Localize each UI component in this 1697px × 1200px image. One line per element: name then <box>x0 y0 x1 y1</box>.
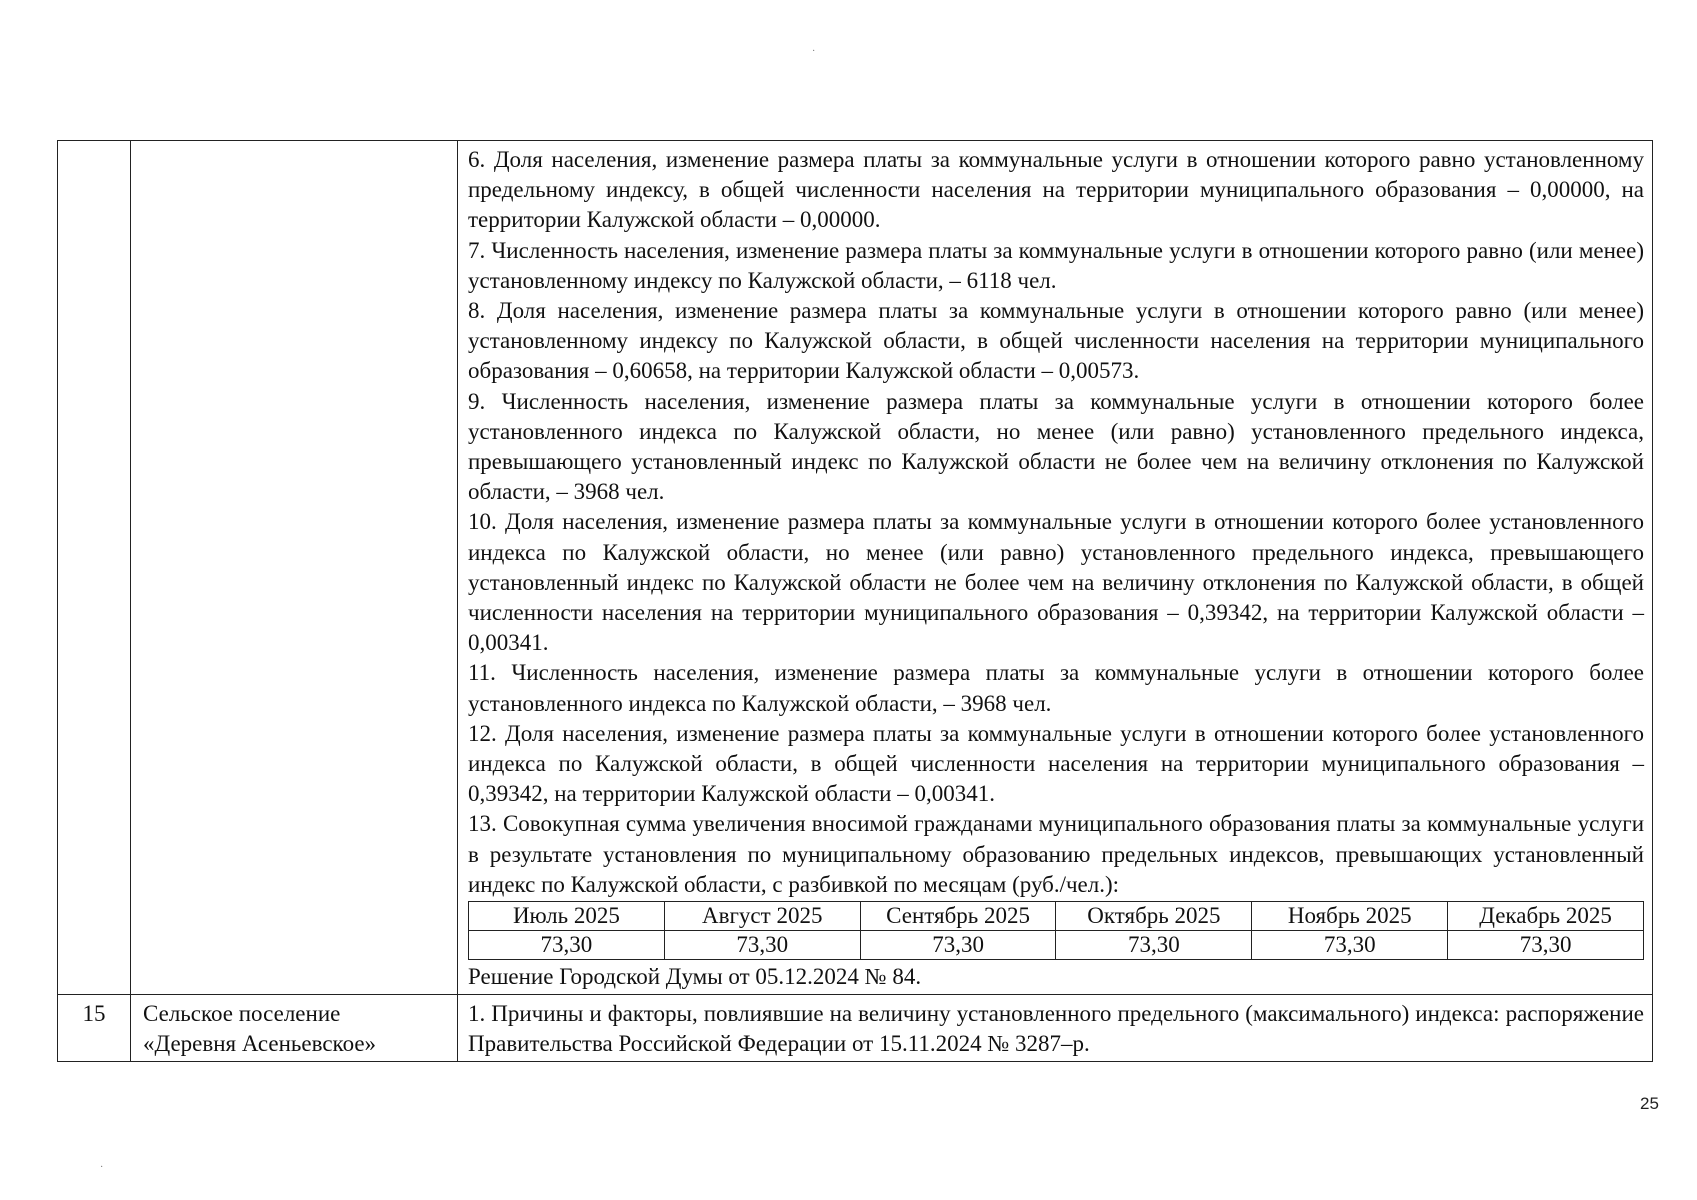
municipality-name <box>131 995 458 1062</box>
indicator-paragraph: 1. Причины и факторы, повлиявшие на величину установленного предельного (максимального) индекса: распоряжение Правительства Российской Федерации от 15.11.2024 № 3287–р. <box>468 1001 1644 1057</box>
indicator-paragraph: 10. Доля населения, изменение размера платы за коммунальные услуги в отношении которого более установленного индекса по Калужской области, но менее (или равно) установленного предельного индекса, превышающего установленный индекс по Калужской области не более чем на величину отклонения по Калужской области, в общей численности населения на территории муниципального образования – 0,39342, на территории Калужской области – 0,00341. <box>468 509 1644 656</box>
month-header-row <box>469 902 1644 931</box>
scan-speck: · <box>100 1162 104 1173</box>
month-value: 73,30 <box>1448 931 1644 960</box>
table-row-continued <box>58 141 1653 995</box>
month-header: Ноябрь 2025 <box>1252 902 1448 931</box>
row-number: 15 <box>58 995 131 1062</box>
municipal-index-table <box>57 140 1653 1062</box>
indicator-paragraph: 12. Доля населения, изменение размера платы за коммунальные услуги в отношении которого более установленного индекса по Калужской области, в общей численности населения на территории муниципального образования – 0,39342, на территории Калужской области – 0,00341. <box>468 720 1644 807</box>
table-row-15 <box>58 995 1653 1062</box>
indicator-paragraph: 6. Доля населения, изменение размера платы за коммунальные услуги в отношении которого равно установленному предельному индексу, в общей численности населения на территории муниципального образования – 0,00000, на территории Калужской области – 0,00000. <box>468 147 1644 233</box>
month-value: 73,30 <box>469 931 665 960</box>
decision-reference: Решение Городской Думы от 05.12.2024 № 84. <box>468 964 922 990</box>
municipality-name-cell-empty <box>131 141 458 995</box>
month-value: 73,30 <box>860 931 1056 960</box>
indicators-cell <box>458 995 1653 1062</box>
scan-speck: · <box>812 46 816 57</box>
month-header: Октябрь 2025 <box>1056 902 1252 931</box>
row-number-cell-empty <box>58 141 131 995</box>
month-header: Июль 2025 <box>469 902 665 931</box>
month-header: Август 2025 <box>664 902 860 931</box>
municipality-name-line: «Деревня Асеньевское» <box>143 1031 377 1057</box>
municipality-name-line: Сельское поселение <box>143 1001 341 1027</box>
indicator-paragraph: 8. Доля населения, изменение размера платы за коммунальные услуги в отношении которого равно (или менее) установленному индексу по Калужской области, в общей численности населения на территории муниципального образования – 0,60658, на территории Калужской области – 0,00573. <box>468 298 1644 384</box>
indicator-paragraph: 13. Совокупная сумма увеличения вносимой гражданами муниципального образования платы за коммунальные услуги в результате установления по муниципальному образованию предельных индексов, превышающих установленный индекс по Калужской области, с разбивкой по месяцам (руб./чел.): <box>468 811 1644 897</box>
monthly-increase-table <box>468 901 1644 960</box>
month-value-row <box>469 931 1644 960</box>
page-number: 25 <box>1640 1094 1659 1113</box>
month-value: 73,30 <box>1252 931 1448 960</box>
indicators-cell <box>458 141 1653 995</box>
indicator-paragraph: 7. Численность населения, изменение размера платы за коммунальные услуги в отношении которого равно (или менее) установленному индексу по Калужской области, – 6118 чел. <box>468 237 1644 293</box>
month-value: 73,30 <box>1056 931 1252 960</box>
month-header: Сентябрь 2025 <box>860 902 1056 931</box>
indicator-paragraph: 9. Численность населения, изменение размера платы за коммунальные услуги в отношении которого более установленного индекса по Калужской области, но менее (или равно) установленного предельного индекса, превышающего установленный индекс по Калужской области не более чем на величину отклонения по Калужской области, – 3968 чел. <box>468 388 1644 505</box>
month-header: Декабрь 2025 <box>1448 902 1644 931</box>
month-value: 73,30 <box>664 931 860 960</box>
indicator-paragraph: 11. Численность населения, изменение размера платы за коммунальные услуги в отношении которого более установленного индекса по Калужской области, – 3968 чел. <box>468 660 1644 716</box>
